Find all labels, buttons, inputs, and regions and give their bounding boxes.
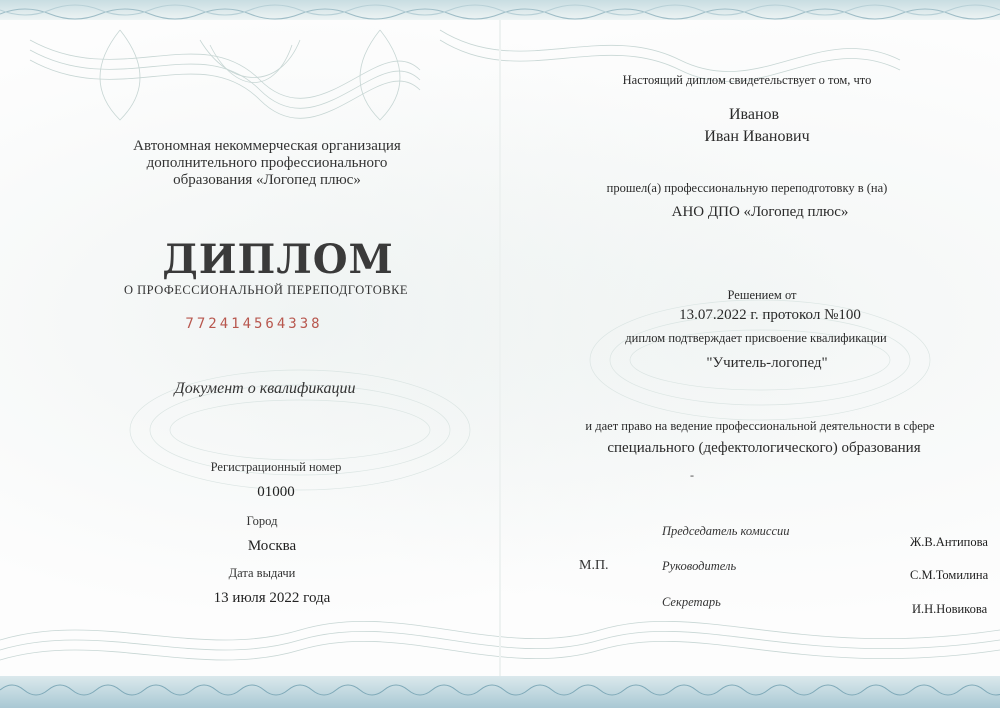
rights-text: и дает право на ведение профессиональной деятельности в сфере [585,419,935,433]
holder-surname: Иванов [728,106,780,123]
qualification-name: "Учитель-логопед" [706,355,828,371]
diploma-title: ДИПЛОМ [162,236,394,283]
institution-name: АНО ДПО «Логопед плюс» [671,204,849,220]
diploma-number: 772414564338 [185,316,323,332]
issue-date: 13 июля 2022 года [213,590,331,606]
signatory-role-secretary: Секретарь [662,595,721,609]
organization-name: Автономная некоммерческая организация дополнительного профессионального образования «Логопед плюс» [133,138,401,188]
issue-date-label: Дата выдачи [228,566,296,580]
confirms-text: диплом подтверждает присвоение квалификации [625,331,887,345]
registration-label: Регистрационный номер [210,460,342,474]
signatory-role-head: Руководитель [662,559,737,573]
protocol-text: 13.07.2022 г. протокол №100 [679,307,861,323]
activity-field: специального (дефектологического) образования [607,440,921,456]
holder-given-names: Иван Иванович [704,128,810,145]
signatory-name-chair: Ж.В.Антипова [910,535,988,549]
signatory-role-chair: Председатель комиссии [662,524,790,538]
signatory-name-head: С.М.Томилина [910,568,989,582]
signatory-name-secretary: И.Н.Новикова [912,602,988,616]
stamp-place-label: М.П. [579,558,609,573]
document-type: Документ о квалификации [174,380,356,397]
pen-mark: - [690,468,694,482]
city-label: Город [246,514,278,528]
diploma-subtitle: О ПРОФЕССИОНАЛЬНОЙ ПЕРЕПОДГОТОВКЕ [123,283,409,297]
decision-label: Решением от [727,288,797,302]
registration-number: 01000 [257,484,295,500]
certifies-text: Настоящий диплом свидетельствует о том, что [622,73,872,87]
training-text: прошел(а) профессиональную переподготовку в (на) [606,181,888,195]
city-value: Москва [247,538,297,554]
